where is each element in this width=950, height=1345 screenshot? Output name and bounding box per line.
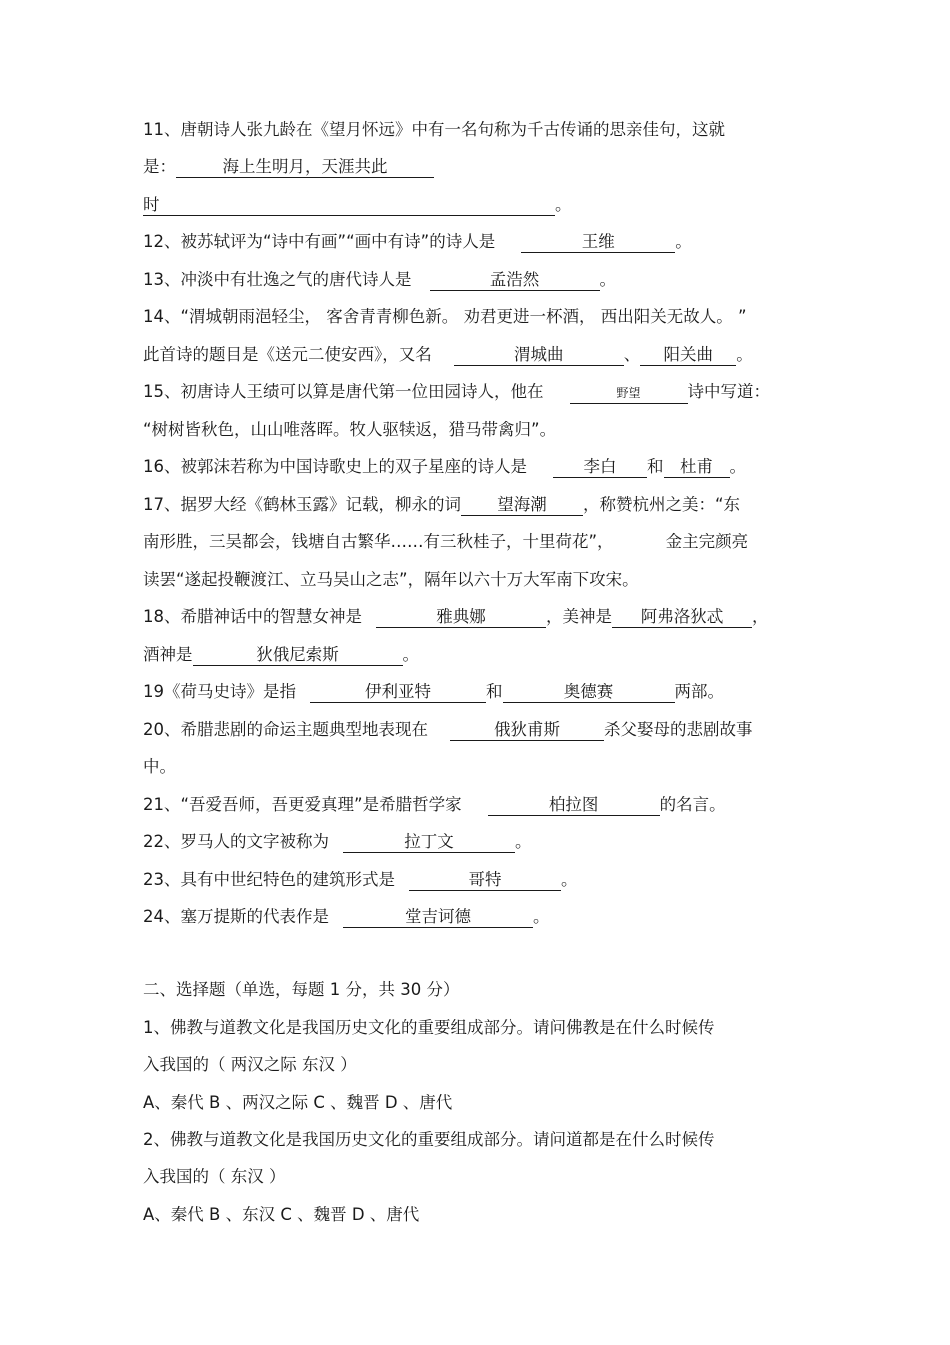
question-end: 。 [729,457,746,476]
question-17-line-3 [143,568,639,592]
question-text: 14、“渭城朝雨浥轻尘， 客舍青青柳色新。 劝君更进一杯酒， 西出阳关无故人。 ” [143,307,747,326]
question-text: 南形胜，三吴都会，钱塘自古繁华……有三秋桂子，十里荷花”， [143,532,614,551]
answer-blank: 阳关曲 [640,345,736,366]
question-text: 20、希腊悲剧的命运主题典型地表现在 [143,720,428,739]
answer-blank: 伊利亚特 [310,682,486,703]
choice-question-1-line-1 [143,1016,715,1040]
question-text: 此首诗的题目是《送元二使安西》，又名 [143,345,432,364]
section-heading-text: 二、选择题（单选，每题 1 分，共 30 分） [143,980,460,999]
question-text: 是： [143,157,176,176]
answer-blank: 渭城曲 [454,345,624,366]
question-text: 23、具有中世纪特色的建筑形式是 [143,870,395,889]
question-13 [143,268,616,292]
question-text: 18、希腊神话中的智慧女神是 [143,607,362,626]
question-18-line-1 [143,605,769,629]
question-end: 。 [675,232,692,251]
question-text: ，称赞杭州之美：“东 [583,495,741,514]
question-text: 杀父娶母的悲剧故事 [604,720,753,739]
question-end: 。 [402,645,419,664]
question-text: 金主完颜亮 [665,532,749,551]
question-17-line-1 [143,493,740,517]
question-end: 。 [533,907,550,926]
choice-question-1-line-2 [143,1053,357,1077]
question-text: 22、罗马人的文字被称为 [143,832,329,851]
question-sep: 和 [486,682,503,701]
question-text: 13、冲淡中有壮逸之气的唐代诗人是 [143,270,412,289]
question-text: 诗中写道： [687,382,770,401]
answer-blank: 奥德赛 [503,682,675,703]
question-11-line-2 [143,155,434,179]
answer-blank: 柏拉图 [488,795,660,816]
choice-question-1-options [143,1091,452,1115]
question-text: 2、佛教与道教文化是我国历史文化的重要组成部分。请问道都是在什么时候传 [143,1130,715,1149]
answer-blank: 野望 [570,383,688,404]
question-18-line-2 [143,643,419,667]
question-text: 15、初唐诗人王绩可以算是唐代第一位田园诗人，他在 [143,382,544,401]
question-22 [143,830,532,854]
question-sep: 和 [647,457,664,476]
question-sep: 、 [623,345,641,364]
answer-blank: 堂吉诃德 [343,907,533,928]
question-end: 。 [515,832,532,851]
question-11-line-3 [143,193,572,217]
question-text: 中。 [143,757,176,776]
question-text: 酒神是 [143,645,193,664]
question-text: 24、塞万提斯的代表作是 [143,907,329,926]
question-11-line-1 [143,118,725,142]
choice-question-2-options [143,1203,419,1227]
question-end: 的名言。 [659,795,726,814]
answer-blank: 哥特 [409,870,561,891]
answer-blank-continued: 时 [143,195,555,216]
question-text: “树树皆秋色，山山唯落晖。牧人驱犊返，猎马带禽归”。 [143,420,557,439]
question-text: 12、被苏轼评为“诗中有画”“画中有诗”的诗人是 [143,232,496,251]
question-text: 21、“吾爱吾师，吾更爱真理”是希腊哲学家 [143,795,462,814]
answer-blank: 王维 [521,232,675,253]
answer-blank: 俄狄甫斯 [450,720,604,741]
question-end: 。 [599,270,616,289]
choice-question-2-line-1 [143,1128,715,1152]
question-end: 。 [555,195,572,214]
question-21 [143,793,726,817]
question-15-line-2 [143,418,556,442]
question-end: ， [752,607,769,626]
question-23 [143,868,578,892]
question-end: 。 [561,870,578,889]
answer-blank: 雅典娜 [376,607,546,628]
question-15-line-1 [143,380,770,404]
section-heading-choice [143,978,459,1002]
answer-blank: 李白 [553,457,647,478]
question-text: 入我国的（ 东汉 ） [143,1167,286,1186]
question-end: 。 [736,345,753,364]
question-20-line-1 [143,718,753,742]
answer-blank: 海上生明月，天涯共此 [176,157,434,178]
question-14-line-1 [143,305,747,329]
question-16 [143,455,746,479]
question-text: 11、唐朝诗人张九龄在《望月怀远》中有一名句称为千古传诵的思亲佳句，这就 [143,120,725,139]
question-text: 17、据罗大经《鹤林玉露》记载，柳永的词 [143,495,461,514]
options-text: A、秦代 B 、东汉 C 、魏晋 D 、唐代 [143,1205,420,1224]
options-text: A、秦代 B 、两汉之际 C 、魏晋 D 、唐代 [143,1093,453,1112]
answer-blank: 孟浩然 [430,270,600,291]
answer-blank: 狄俄尼索斯 [193,645,403,666]
question-text: 16、被郭沫若称为中国诗歌史上的双子星座的诗人是 [143,457,527,476]
answer-blank: 望海潮 [461,495,583,516]
question-text: 入我国的（ 两汉之际 东汉 ） [143,1055,357,1074]
question-12 [143,230,692,254]
answer-blank: 拉丁文 [343,832,515,853]
choice-question-2-line-2 [143,1165,286,1189]
question-24 [143,905,550,929]
question-20-line-2 [143,755,176,779]
question-end: 两部。 [674,682,724,701]
answer-blank: 杜甫 [664,457,730,478]
question-text: ，美神是 [546,607,612,626]
question-text: 19《荷马史诗》是指 [143,682,296,701]
question-text: 读罢“遂起投鞭渡江、立马吴山之志”，隔年以六十万大军南下攻宋。 [143,570,639,589]
answer-blank: 阿弗洛狄忒 [612,607,752,628]
question-19 [143,680,724,704]
question-14-line-2 [143,343,753,367]
question-text: 1、佛教与道教文化是我国历史文化的重要组成部分。请问佛教是在什么时候传 [143,1018,715,1037]
question-17-line-2 [143,530,748,554]
